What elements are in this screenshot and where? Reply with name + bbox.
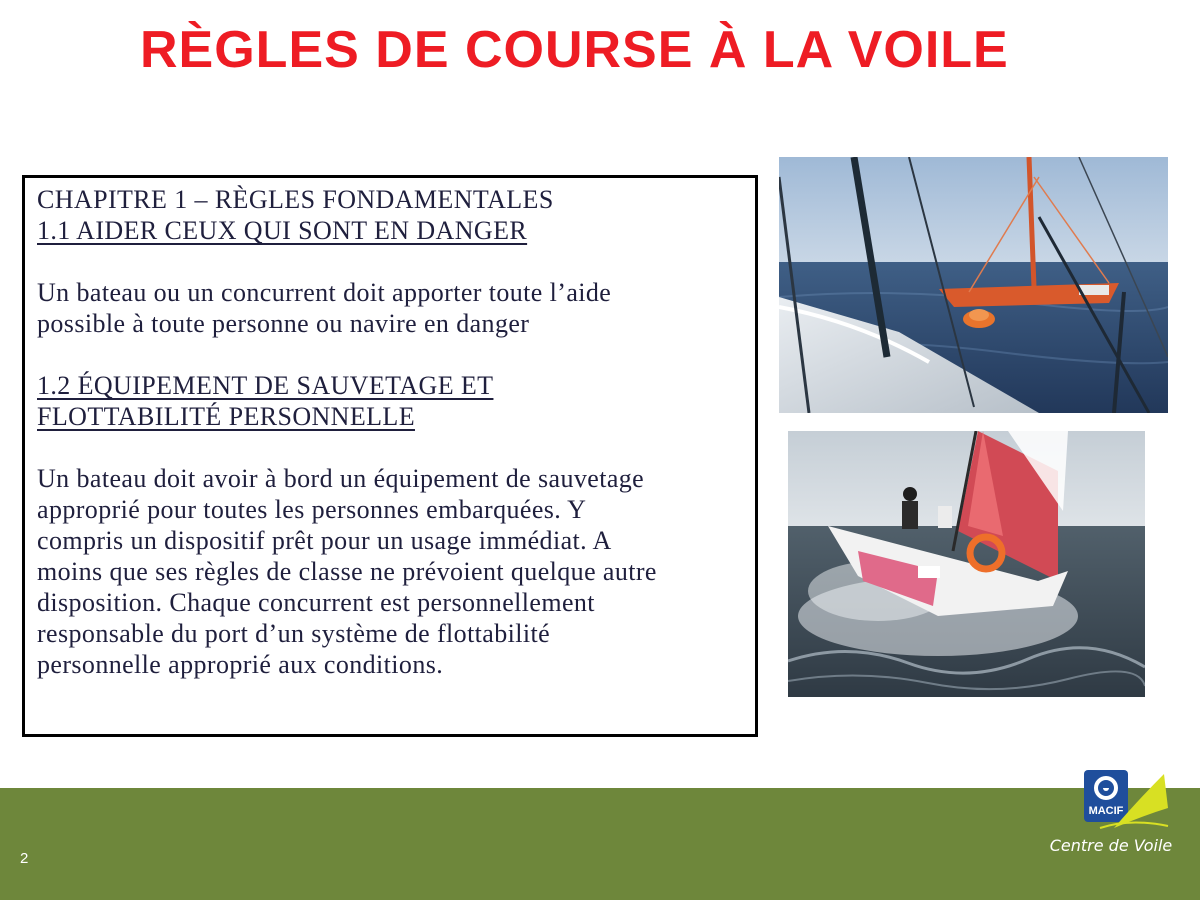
page-number: 2	[20, 850, 29, 867]
rule-2-heading-line: 1.2 ÉQUIPEMENT DE SAUVETAGE ET	[37, 371, 494, 400]
rule-2-text-line: approprié pour toutes les personnes embarquées. Y	[37, 495, 587, 524]
rule-2-text-line: personnelle approprié aux conditions.	[37, 650, 444, 679]
rule-2-text-line: disposition. Chaque concurrent est personnellement	[37, 588, 595, 617]
macif-centre-de-voile-logo	[1046, 768, 1176, 860]
chapter-heading: CHAPITRE 1 – RÈGLES FONDAMENTALES	[37, 185, 554, 214]
rule-2-heading-line: FLOTTABILITÉ PERSONNELLE	[37, 402, 415, 431]
rescue-at-sea-photo	[779, 157, 1168, 413]
rule-2-text-line: moins que ses règles de classe ne prévoient quelque autre	[37, 557, 657, 586]
racing-sailboat-photo	[788, 431, 1145, 697]
macif-logo-icon	[1080, 768, 1170, 834]
rule-2-text-line: compris un dispositif prêt pour un usage immédiat. A	[37, 526, 612, 555]
paragraph-spacer	[37, 339, 743, 370]
rule-1-heading: 1.1 AIDER CEUX QUI SONT EN DANGER	[37, 216, 528, 245]
footer-band	[0, 788, 1200, 900]
rule-1-text-line: possible à toute personne ou navire en danger	[37, 309, 530, 338]
paragraph-spacer	[37, 246, 743, 277]
rule-1-text-line: Un bateau ou un concurrent doit apporter toute l’aide	[37, 278, 612, 307]
rule-2-text-line: Un bateau doit avoir à bord un équipement de sauvetage	[37, 464, 645, 493]
slide-title: RÈGLES DE COURSE À LA VOILE	[140, 21, 1009, 79]
logo-caption: Centre de Voile	[1049, 836, 1173, 855]
rule-2-text-line: responsable du port d’un système de flottabilité	[37, 619, 551, 648]
rules-text-box	[22, 175, 758, 737]
paragraph-spacer	[37, 432, 743, 463]
logo-brand-text: MACIF	[1088, 805, 1124, 817]
